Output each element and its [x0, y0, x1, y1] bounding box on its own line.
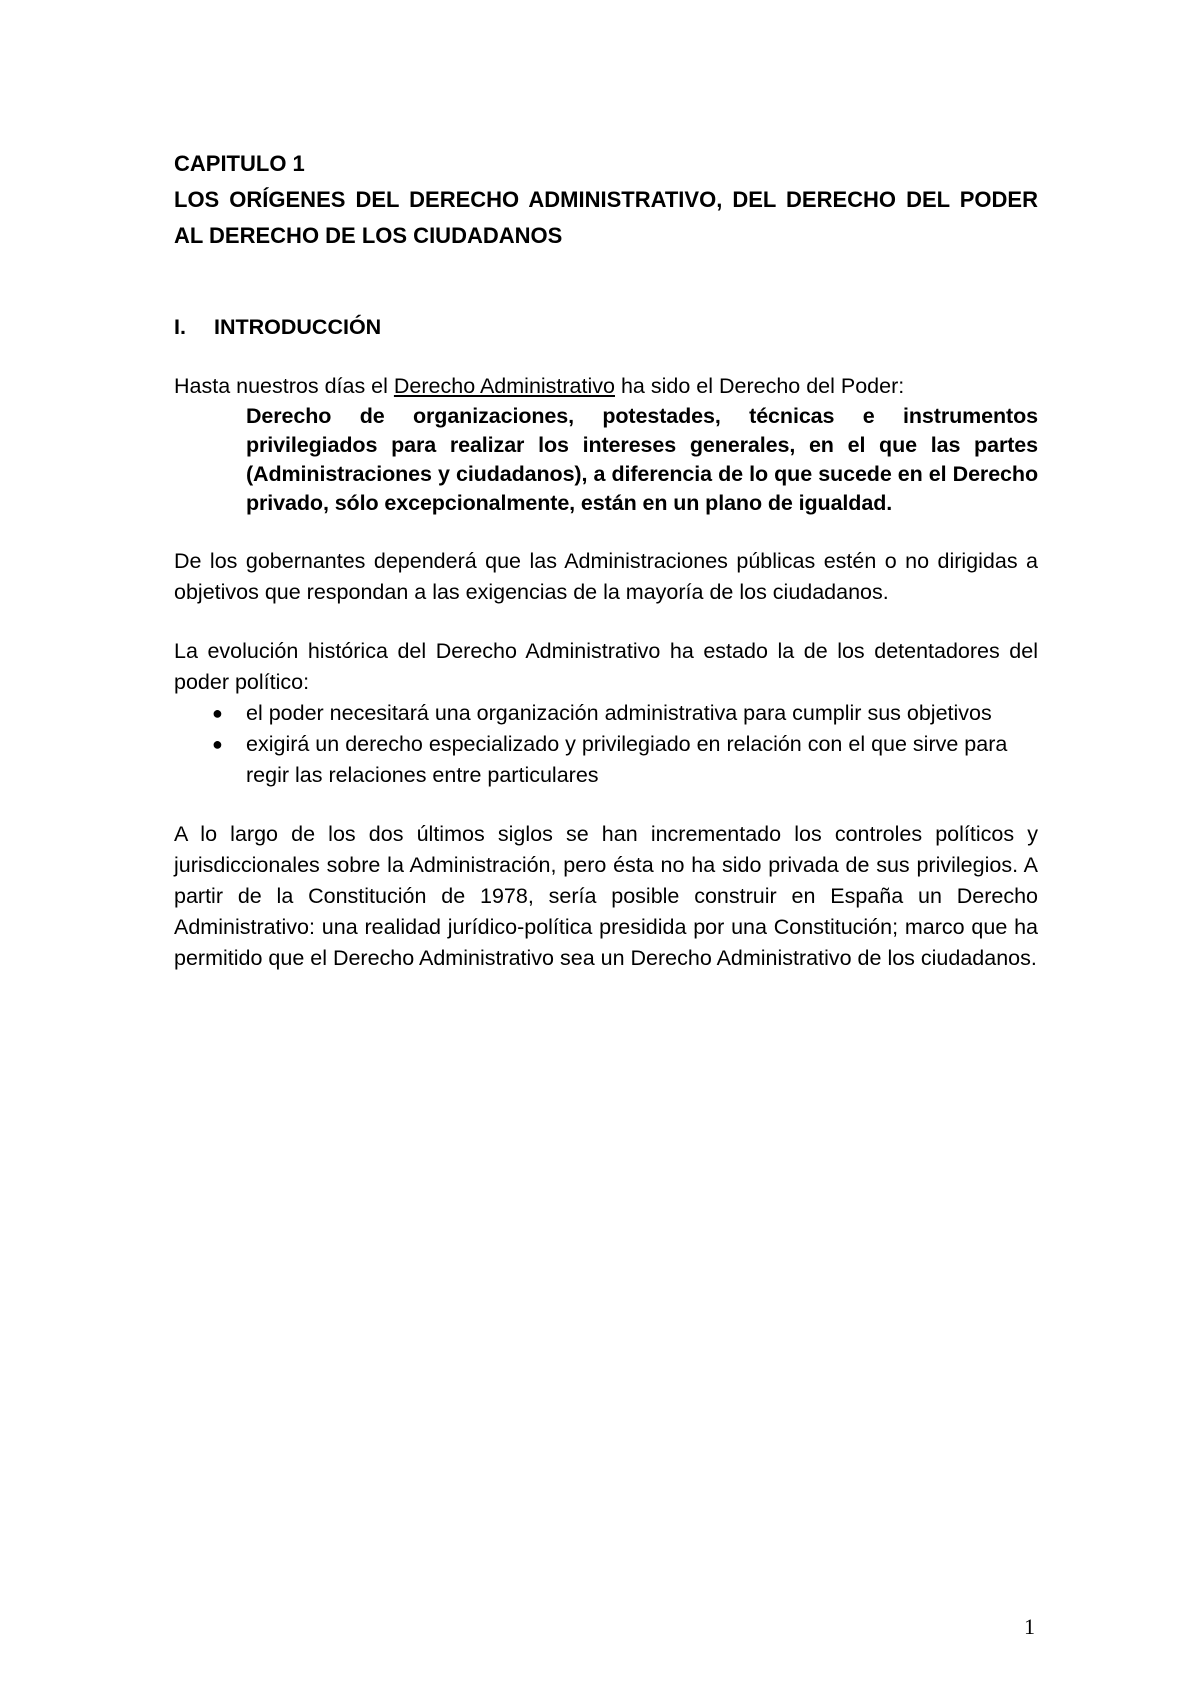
chapter-title: LOS ORÍGENES DEL DERECHO ADMINISTRATIVO, DEL DERECHO DEL PODER AL DERECHO DE LOS CIUDADANOS [174, 187, 1038, 248]
paragraph-evolution: La evolución histórica del Derecho Administrativo ha estado la de los detentadores del poder político: [174, 639, 1038, 694]
bullet-icon: ● [212, 703, 223, 723]
paragraph-governors: De los gobernantes dependerá que las Administraciones públicas estén o no dirigidas a objetivos que respondan a las exigencias de la mayoría de los ciudadanos. [174, 549, 1038, 604]
list-item-text: exigirá un derecho especializado y privilegiado en relación con el que sirve para regir las relaciones entre particulares [246, 732, 1008, 787]
page-number: 1 [1024, 1614, 1035, 1639]
list-item [174, 729, 1038, 791]
intro-underlined-term: Derecho Administrativo [393, 374, 615, 398]
bullet-list [174, 698, 1038, 791]
intro-text-after: ha sido el Derecho del Poder: [614, 374, 905, 398]
section-number: I. [174, 315, 186, 339]
section-heading [174, 312, 1038, 343]
paragraph-final: A lo largo de los dos últimos siglos se han incrementado los controles políticos y jurisdiccionales sobre la Administración, pero ésta no ha sido privada de sus privilegios. A partir de la Constitución de 1978, sería posible construir en España un Derecho Administrativo: una realidad jurídico-política presidida por una Constitución; marco que ha permitido que el Derecho Administrativo sea un Derecho Administrativo de los ciudadanos. [174, 822, 1038, 970]
intro-paragraph [174, 371, 1038, 402]
document-body [174, 146, 1038, 974]
chapter-label: CAPITULO 1 [174, 151, 305, 176]
list-item-text: el poder necesitará una organización administrativa para cumplir sus objetivos [246, 701, 992, 725]
section-title: INTRODUCCIÓN [214, 315, 382, 339]
intro-text-before: Hasta nuestros días el [174, 374, 394, 398]
list-item [174, 698, 1038, 729]
bullet-icon: ● [212, 734, 223, 754]
definition-quote: Derecho de organizaciones, potestades, técnicas e instrumentos privilegiados para realizar los intereses generales, en el que las partes (Administraciones y ciudadanos), a diferencia de lo que sucede en el Derecho privado, sólo excepcionalmente, están en un plano de igualdad. [246, 404, 1038, 515]
